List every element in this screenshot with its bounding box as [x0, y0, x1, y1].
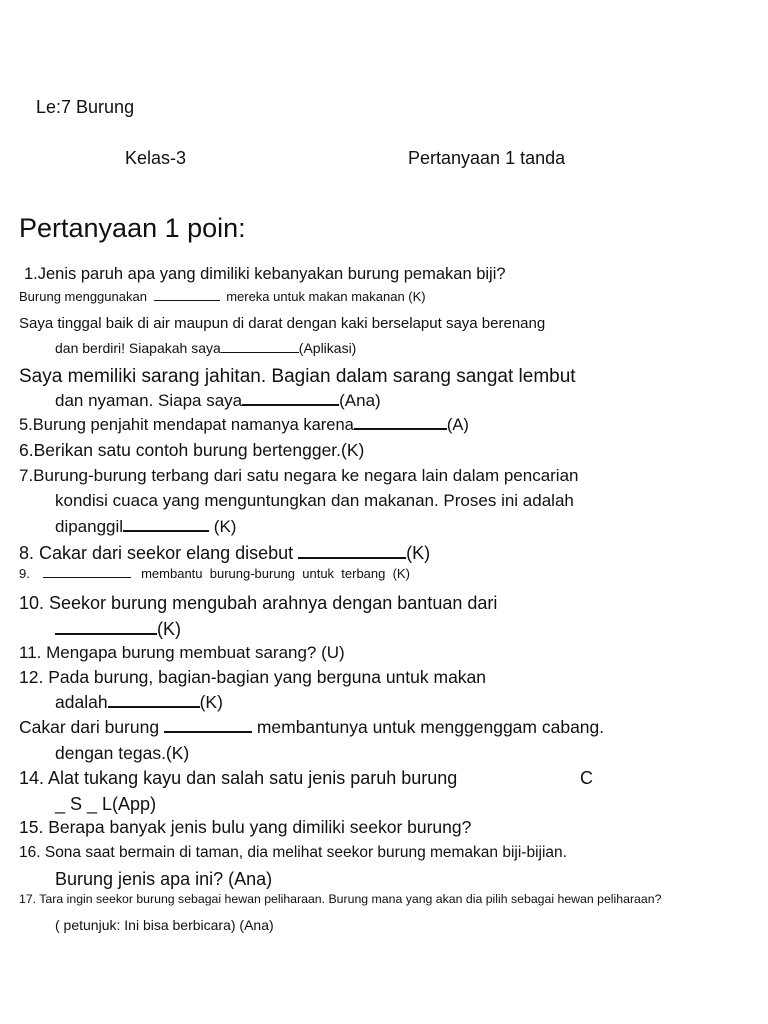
question-10-line-1: 10. Seekor burung mengubah arahnya dengan bantuan dari [19, 593, 498, 613]
question-5-text-after: (A) [446, 416, 469, 434]
question-3-text-after: (Aplikasi) [298, 340, 357, 356]
question-7-text-after: (K) [209, 517, 237, 536]
question-12-line-1: 12. Pada burung, bagian-bagian yang berguna untuk makan [19, 667, 487, 687]
question-7-line-3 [55, 518, 236, 535]
answer-blank [43, 574, 131, 578]
question-1: 1.Jenis paruh apa yang dimiliki kebanyakan burung pemakan biji? [24, 265, 506, 283]
question-5-text-before: 5.Burung penjahit mendapat namanya karena [19, 416, 354, 434]
question-2 [19, 290, 426, 303]
question-16-line-2: Burung jenis apa ini? (Ana) [55, 869, 273, 889]
question-9 [19, 567, 410, 580]
question-16-line-1: 16. Sona saat bermain di taman, dia melihat seekor burung memakan biji-bijian. [19, 844, 567, 861]
question-15: 15. Berapa banyak jenis bulu yang dimiliki seekor burung? [19, 817, 472, 837]
question-12-text-before: adalah [55, 692, 108, 712]
question-8-text-before: 8. Cakar dari seekor elang disebut [19, 543, 299, 563]
question-17-line-2: ( petunjuk: Ini bisa berbicara) (Ana) [55, 917, 274, 933]
mark-info: Pertanyaan 1 tanda [408, 148, 566, 168]
answer-blank [354, 425, 447, 430]
question-7-text-before: dipanggil [55, 517, 124, 536]
question-7-line-1: 7.Burung-burung terbang dari satu negara ke negara lain dalam pencarian [19, 466, 579, 485]
question-5 [19, 417, 469, 434]
question-9-number: 9. [19, 566, 30, 581]
answer-blank [221, 349, 299, 353]
question-10-line-2 [55, 620, 181, 638]
question-13-text-before: Cakar dari burung [19, 717, 164, 737]
question-14-line-1: 14. Alat tukang kayu dan salah satu jenis paruh burung [19, 768, 458, 788]
answer-blank [242, 401, 339, 406]
question-6: 6.Berikan satu contoh burung bertengger.(K) [19, 440, 365, 460]
question-13-line-2: dengan tegas.(K) [55, 743, 190, 763]
question-4-line-1: Saya memiliki sarang jahitan. Bagian dalam sarang sangat lembut [19, 366, 576, 387]
question-4-line-2 [55, 392, 381, 409]
class-label: Kelas-3 [125, 148, 187, 168]
question-13-text-after: membantunya untuk menggenggam cabang. [251, 717, 605, 737]
question-17-line-1: 17. Tara ingin seekor burung sebagai hewan peliharaan. Burung mana yang akan dia pilih sebagai hewan peliharaan? [19, 892, 662, 906]
question-4-text-after: (Ana) [339, 391, 381, 410]
answer-blank [55, 629, 157, 635]
answer-blank [123, 527, 209, 532]
question-10-text-after: (K) [157, 619, 181, 639]
question-2-text-before: Burung menggunakan [19, 289, 147, 304]
question-3-text-before: dan berdiri! Siapakah saya [55, 340, 221, 356]
question-14-line-2: _ S _ L(App) [55, 794, 157, 814]
question-14-letter-hint: C [580, 768, 593, 788]
section-title: Pertanyaan 1 poin: [19, 213, 246, 243]
question-11: 11. Mengapa burung membuat sarang? (U) [19, 643, 345, 662]
question-8 [19, 544, 430, 562]
answer-blank [164, 728, 252, 734]
answer-blank [154, 297, 220, 301]
question-9-text-after: membantu burung-burung untuk terbang (K) [141, 566, 410, 581]
lesson-title: Le:7 Burung [36, 97, 135, 117]
question-2-text-after: mereka untuk makan makanan (K) [226, 289, 426, 304]
question-12-text-after: (K) [199, 692, 223, 712]
question-12-line-2 [55, 694, 223, 712]
question-4-text-before: dan nyaman. Siapa saya [55, 391, 243, 410]
question-3-line-2 [55, 341, 356, 355]
answer-blank [108, 703, 200, 709]
question-8-text-after: (K) [406, 543, 431, 563]
question-7-line-2: kondisi cuaca yang menguntungkan dan makanan. Proses ini adalah [55, 491, 574, 510]
answer-blank [298, 553, 406, 559]
question-13-line-1 [19, 719, 604, 737]
question-3-line-1: Saya tinggal baik di air maupun di darat dengan kaki berselaput saya berenang [19, 315, 546, 332]
